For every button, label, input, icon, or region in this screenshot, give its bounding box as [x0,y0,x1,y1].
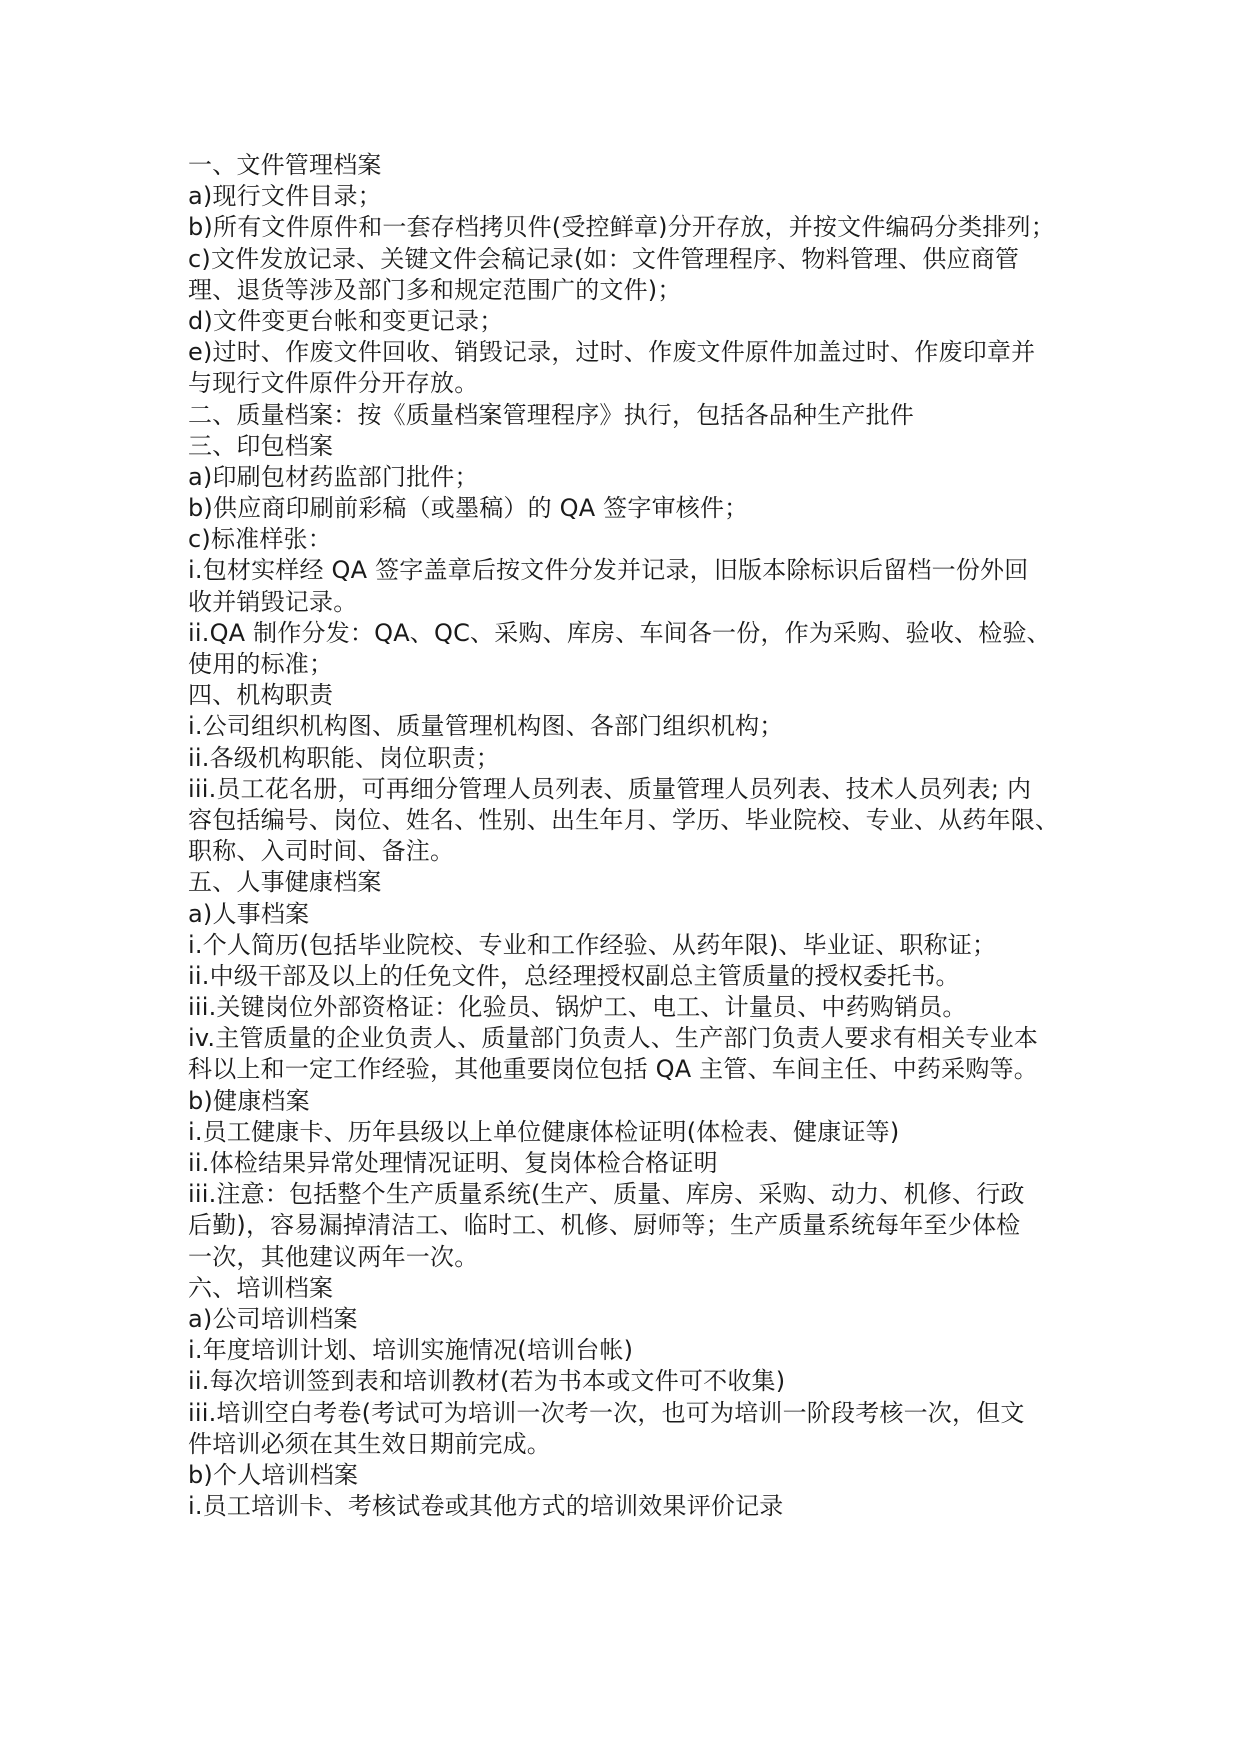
text-line: 一次，其他建议两年一次。 [188,1242,479,1271]
text-line: ii.各级机构职能、岗位职责； [188,743,500,772]
text-line: d)文件变更台帐和变更记录； [188,306,504,335]
text-line: 职称、入司时间、备注。 [188,837,455,866]
text-line: 件培训必须在其生效日期前完成。 [188,1429,551,1458]
section-heading-personnel-health: 五、人事健康档案 [188,868,382,897]
section-heading-organization: 四、机构职责 [188,681,334,710]
text-line: c)标准样张： [188,525,332,554]
text-line: iii.注意：包括整个生产质量系统(生产、质量、库房、采购、动力、机修、行政 [188,1180,1025,1209]
text-line: 收并销毁记录。 [188,587,358,616]
text-line: i.个人简历(包括毕业院校、专业和工作经验、从药年限)、毕业证、职称证； [188,930,997,959]
text-line: b)所有文件原件和一套存档拷贝件(受控鲜章)分开存放，并按文件编码分类排列； [188,213,1055,242]
text-line: c)文件发放记录、关键文件会稿记录(如：文件管理程序、物料管理、供应商管 [188,244,1020,273]
text-line: ii.QA 制作分发：QA、QC、采购、库房、车间各一份，作为采购、验收、检验、 [188,618,1051,647]
section-heading-file-management: 一、文件管理档案 [188,151,382,179]
text-line: i.员工健康卡、历年县级以上单位健康体检证明(体检表、健康证等) [188,1117,900,1146]
text-line: a)现行文件目录； [188,182,382,211]
text-line: 理、退货等涉及部门多和规定范围广的文件)； [188,275,682,304]
text-line: i.包材实样经 QA 签字盖章后按文件分发并记录，旧版本除标识后留档一份外回 [188,556,1029,585]
text-line: ii.中级干部及以上的任免文件，总经理授权副总主管质量的授权委托书。 [188,961,960,990]
text-line: ii.体检结果异常处理情况证明、复岗体检合格证明 [188,1149,718,1177]
text-line: iii.培训空白考卷(考试可为培训一次考一次，也可为培训一阶段考核一次，但文 [188,1398,1025,1427]
text-line: iii.关键岗位外部资格证：化验员、锅炉工、电工、计量员、中药购销员。 [188,993,967,1022]
text-line: 容包括编号、岗位、姓名、性别、出生年月、学历、毕业院校、专业、从药年限、 [188,805,1060,834]
section-heading-training: 六、培训档案 [188,1273,334,1302]
text-line: ii.每次培训签到表和培训教材(若为书本或文件可不收集) [188,1367,786,1396]
text-line: a)人事档案 [188,899,310,928]
text-line: iii.员工花名册，可再细分管理人员列表、质量管理人员列表、技术人员列表; 内 [188,774,1032,803]
text-line: iv.主管质量的企业负责人、质量部门负责人、生产部门负责人要求有相关专业本 [188,1024,1039,1053]
section-heading-quality: 二、质量档案：按《质量档案管理程序》执行，包括各品种生产批件 [188,400,914,429]
text-line: b)个人培训档案 [188,1460,359,1489]
text-line: b)健康档案 [188,1086,310,1115]
text-line: 科以上和一定工作经验，其他重要岗位包括 QA 主管、车间主任、中药采购等。 [188,1055,1038,1084]
text-line: a)公司培训档案 [188,1304,358,1333]
text-line: 后勤)，容易漏掉清洁工、临时工、机修、厨师等；生产质量系统每年至少体检 [188,1211,1021,1240]
text-line: 与现行文件原件分开存放。 [188,369,479,398]
text-line: i.年度培训计划、培训实施情况(培训台帐) [188,1336,634,1365]
text-line: i.公司组织机构图、质量管理机构图、各部门组织机构； [188,712,784,741]
text-line: a)印刷包材药监部门批件； [188,462,479,491]
text-line: 使用的标准； [188,650,334,678]
text-line: e)过时、作废文件回收、销毁记录，过时、作废文件原件加盖过时、作废印章并 [188,338,1036,367]
section-heading-printing-packaging: 三、印包档案 [188,431,334,460]
text-line: i.员工培训卡、考核试卷或其他方式的培训效果评价记录 [188,1492,784,1521]
text-line: b)供应商印刷前彩稿（或墨稿）的 QA 签字审核件； [188,494,749,523]
document-body [188,150,1068,1522]
